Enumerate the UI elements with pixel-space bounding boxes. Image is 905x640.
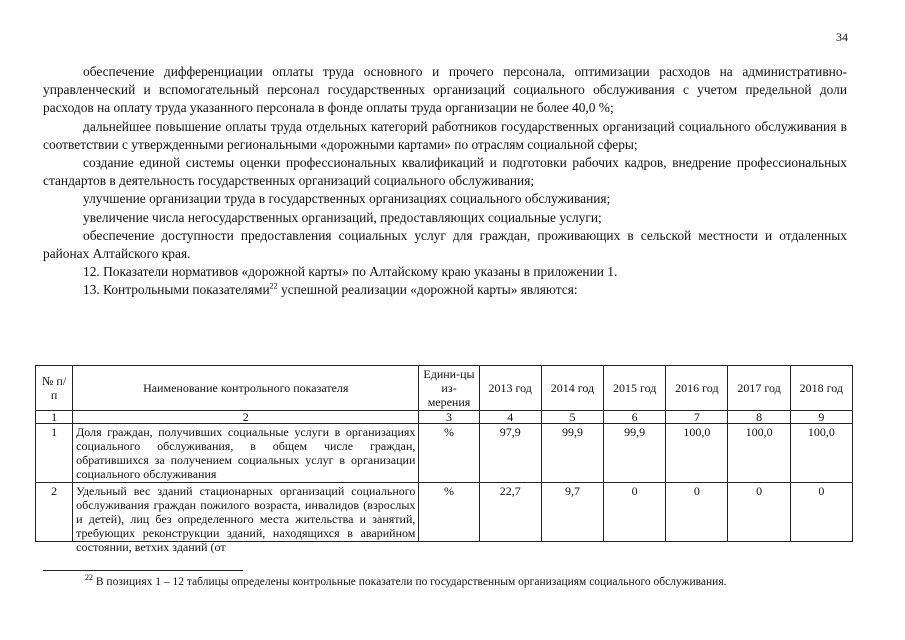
value-2013: 22,7 bbox=[479, 483, 541, 542]
footnote-divider bbox=[43, 570, 243, 571]
header-2013: 2013 год bbox=[479, 366, 541, 411]
value-2017: 100,0 bbox=[728, 424, 790, 483]
column-number: 6 bbox=[604, 411, 666, 424]
value-2014: 9,7 bbox=[541, 483, 603, 542]
indicator-name: Удельный вес зданий стационарных организаций социального обслуживания граждан пожилого возраста, инвалидов (взрослых и детей), лиц без определенного места жительства и занятий, требующих реконструкции зданий, находящихся в аварийном состоянии, ветхих зданий (от bbox=[76, 484, 416, 554]
header-2016: 2016 год bbox=[666, 366, 728, 411]
footnote-number: 22 bbox=[85, 573, 93, 583]
value-2015: 99,9 bbox=[604, 424, 666, 483]
value-2016: 0 bbox=[666, 483, 728, 542]
footnote-reference: 22 bbox=[269, 281, 278, 291]
column-number: 8 bbox=[728, 411, 790, 424]
body-text bbox=[43, 63, 847, 300]
column-number: 5 bbox=[541, 411, 603, 424]
value-2018: 100,0 bbox=[790, 424, 852, 483]
paragraph-13-text: 13. Контрольными показателями bbox=[83, 282, 270, 298]
paragraph: обеспечение доступности предоставления социальных услуг для граждан, проживающих в сельской местности и отдаленных районах Алтайского края. bbox=[43, 227, 847, 262]
indicator-name: Доля граждан, получивших социальные услуги в организациях социального обслуживания, в общем числе граждан, обратившихся за получением социальных услуг в организации социального обслуживания bbox=[73, 424, 419, 483]
paragraph-13 bbox=[43, 281, 847, 299]
paragraph: 12. Показатели нормативов «дорожной карты» по Алтайскому краю указаны в приложении 1. bbox=[83, 264, 618, 280]
paragraph-13-text-end: успешной реализации «дорожной карты» являются: bbox=[277, 282, 578, 298]
table-row bbox=[36, 483, 853, 542]
value-2017: 0 bbox=[728, 483, 790, 542]
column-number-row bbox=[36, 411, 853, 424]
value-2018: 0 bbox=[790, 483, 852, 542]
row-number: 1 bbox=[36, 424, 73, 483]
row-number: 2 bbox=[36, 483, 73, 542]
column-number: 9 bbox=[790, 411, 852, 424]
header-2018: 2018 год bbox=[790, 366, 852, 411]
table-header-row bbox=[36, 366, 853, 411]
header-2015: 2015 год bbox=[604, 366, 666, 411]
header-2014: 2014 год bbox=[541, 366, 603, 411]
column-number: 1 bbox=[36, 411, 73, 424]
column-number: 2 bbox=[73, 411, 419, 424]
paragraph: увеличение числа негосударственных организаций, предоставляющих социальные услуги; bbox=[83, 209, 602, 225]
value-2016: 100,0 bbox=[666, 424, 728, 483]
page-number: 34 bbox=[836, 30, 848, 44]
footnote-text: В позициях 1 – 12 таблицы определены контрольные показатели по государственным организациям социального обслуживания. bbox=[93, 576, 727, 588]
header-name: Наименование контрольного показателя bbox=[73, 366, 419, 411]
column-number: 7 bbox=[666, 411, 728, 424]
paragraph: улучшение организации труда в государственных организациях социального обслуживания; bbox=[83, 191, 611, 207]
indicator-name-cell bbox=[73, 483, 419, 554]
column-number: 3 bbox=[419, 411, 479, 424]
table-row bbox=[36, 424, 853, 483]
indicator-unit: % bbox=[419, 424, 479, 483]
header-2017: 2017 год bbox=[728, 366, 790, 411]
indicator-unit: % bbox=[419, 483, 479, 542]
footnote bbox=[85, 573, 727, 588]
paragraph: обеспечение дифференциации оплаты труда основного и прочего персонала, оптимизации расходов на административно-управленческий и вспомогательный персонал государственных организаций социального обслуживания с учетом предельной доли расходов на оплату труда указанного персонала в фонде оплаты труда организации не более 40,0 %; bbox=[43, 64, 847, 116]
paragraph: создание единой системы оценки профессиональных квалификаций и подготовки рабочих кадров, внедрение профессиональных стандартов в деятельность государственных организаций социального обслуживания; bbox=[43, 155, 847, 189]
value-2015: 0 bbox=[604, 483, 666, 542]
value-2014: 99,9 bbox=[541, 424, 603, 483]
paragraph: дальнейшее повышение оплаты труда отдельных категорий работников государственных организаций социального обслуживания в соответствии с утвержденными региональными «дорожными картами» по отраслям социальной сферы; bbox=[43, 118, 847, 152]
column-number: 4 bbox=[479, 411, 541, 424]
header-num: № п/п bbox=[36, 366, 73, 411]
indicators-table bbox=[35, 365, 853, 554]
header-unit: Едини-цы из-мерения bbox=[419, 366, 479, 411]
value-2013: 97,9 bbox=[479, 424, 541, 483]
